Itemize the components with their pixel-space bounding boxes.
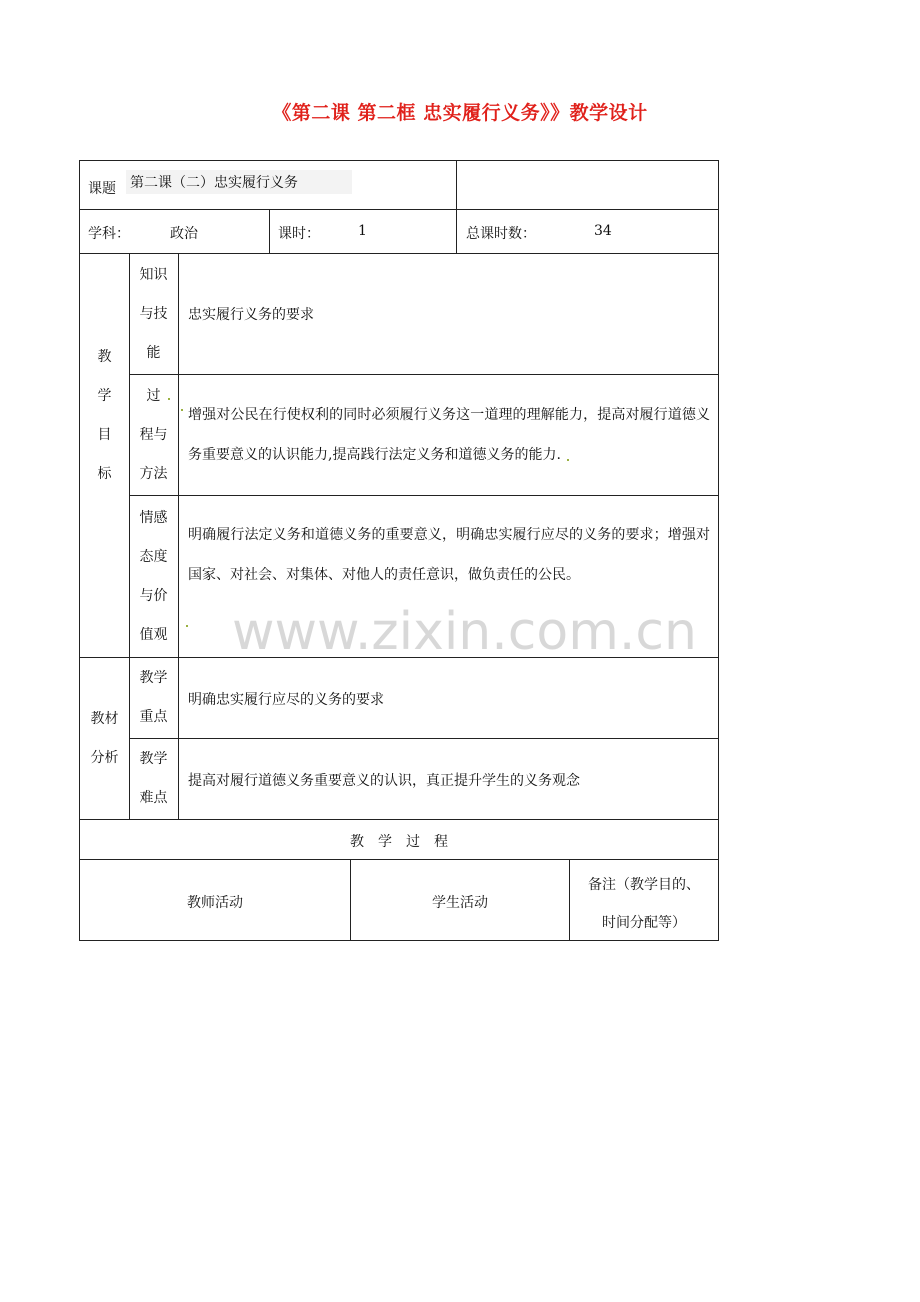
scan-mark	[567, 459, 569, 461]
analysis-label-key-point	[129, 658, 178, 738]
objectives-label-char: 学	[97, 388, 112, 404]
objectives-group-label	[80, 338, 129, 494]
subject-label: 学科：	[88, 226, 130, 242]
table-border	[79, 209, 719, 210]
objective-content-process: 增强对公民在行使权利的同时必须履行义务这一道理的理解能力，提高对履行道德义务重要意义的认识能力,提高践行法定义务和道德义务的能力.	[188, 407, 710, 463]
hours-label: 课时：	[278, 226, 320, 242]
remark-line: 备注（教学目的、	[588, 877, 700, 893]
remark-header	[570, 866, 718, 942]
row-label-line: 教学	[139, 670, 168, 686]
analysis-label-difficulty	[129, 739, 178, 819]
objective-content-knowledge: 忠实履行义务的要求	[188, 307, 314, 323]
teacher-activity-header: 教师活动	[187, 895, 243, 911]
objective-label-process	[129, 375, 178, 495]
analysis-content-key-point: 明确忠实履行应尽的义务的要求	[188, 692, 384, 708]
table-border	[79, 859, 719, 860]
scan-mark	[168, 398, 170, 400]
objectives-label-char: 目	[97, 427, 112, 443]
row-label-line: 值观	[139, 626, 168, 643]
table-border-left	[79, 160, 80, 941]
objective-content-emotion: 明确履行法定义务和道德义务的重要意义，明确忠实履行应尽的义务的要求；增强对国家、对社会、对集体、对他人的责任意识，做负责任的公民。	[188, 527, 710, 583]
student-activity-header: 学生活动	[432, 895, 488, 911]
scan-mark	[186, 625, 188, 627]
scan-mark	[181, 409, 183, 411]
row-label-line: 与价	[139, 587, 168, 604]
hours-value: 1	[358, 223, 367, 239]
table-border	[456, 160, 457, 254]
topic-label: 课题	[88, 181, 116, 197]
table-border-right	[718, 160, 719, 941]
objectives-label-char: 标	[97, 466, 112, 482]
row-label-line: 态度	[139, 548, 168, 565]
row-label-line: 程与	[139, 426, 168, 443]
row-label-line: 教学	[139, 751, 168, 767]
row-label-line: 方法	[139, 465, 168, 482]
objectives-label-char: 教	[97, 349, 112, 365]
analysis-label-line: 教材	[90, 710, 119, 727]
row-label-line: 重点	[139, 709, 168, 725]
objective-label-knowledge	[129, 254, 178, 374]
table-border	[129, 738, 719, 739]
table-border	[129, 374, 719, 375]
row-label-line: 能	[146, 344, 161, 361]
page-title: 《第二课 第二框 忠实履行义务》》教学设计	[272, 102, 648, 124]
table-border	[269, 209, 270, 254]
process-heading: 教 学 过 程	[350, 834, 448, 850]
table-border	[79, 819, 719, 820]
table-border	[129, 495, 719, 496]
analysis-label-line: 分析	[90, 749, 119, 766]
objective-label-emotion	[129, 496, 178, 657]
watermark: www.zixin.com.cn	[232, 602, 697, 662]
topic-value: 第二课（二）忠实履行义务	[126, 170, 352, 194]
remark-line: 时间分配等）	[602, 915, 686, 931]
subject-value: 政治	[170, 226, 198, 242]
table-border-top	[79, 160, 719, 161]
total-hours-label: 总课时数：	[466, 226, 536, 242]
total-hours-value: 34	[594, 223, 612, 239]
row-label-line: 难点	[139, 790, 168, 806]
row-label-line: 过	[146, 387, 161, 404]
analysis-content-difficulty: 提高对履行道德义务重要意义的认识，真正提升学生的义务观念	[188, 773, 580, 789]
row-label-line: 知识	[139, 266, 168, 283]
row-label-line: 与技	[139, 305, 168, 322]
row-label-line: 情感	[139, 509, 168, 526]
analysis-group-label	[80, 658, 129, 819]
table-border	[178, 253, 179, 820]
